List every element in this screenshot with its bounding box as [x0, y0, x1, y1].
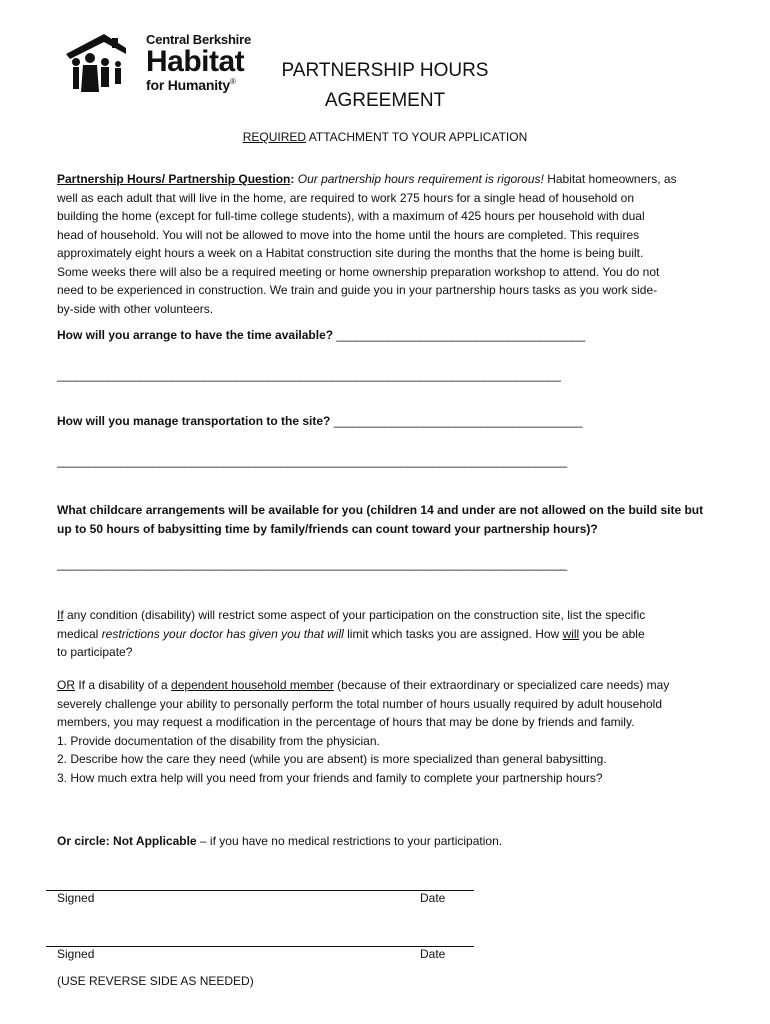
disability-line-1-rest: any condition (disability) will restrict some aspect of your participation on the construction site, list the specific: [63, 608, 646, 622]
dependent-line-1: [57, 676, 717, 695]
disability-line-1: [57, 606, 717, 625]
question-time: [57, 326, 717, 345]
list-item: 3. How much extra help will you need from your friends and family to complete your partnership hours?: [57, 770, 603, 785]
signature-line-2[interactable]: [46, 946, 474, 947]
subtitle-required: REQUIRED: [242, 130, 307, 144]
intro-line: Some weeks there will also be a required meeting or home ownership preparation workshop to attend. You do not: [57, 264, 660, 279]
answer-childcare-line[interactable]: ________________________________________________________________________________: [57, 557, 567, 571]
house-family-icon: [66, 34, 126, 92]
answer-transport-line-2[interactable]: ________________________________________________________________________________: [57, 454, 567, 468]
date-label-1: Date: [420, 891, 446, 905]
intro-line: well as each adult that will live in the home, are required to work 275 hours for a single head of household on: [57, 190, 635, 205]
question-childcare: [57, 501, 737, 538]
logo-line-1: Central Berkshire: [146, 32, 251, 47]
list-item: 2. Describe how the care they need (while you are absent) is more specialized than general babysitting.: [57, 752, 607, 766]
question-childcare-line-1: What childcare arrangements will be available for you (children 14 and under are not allowed on the build site but: [57, 503, 704, 517]
page-subtitle: [0, 130, 770, 144]
disability-line-2-b: limit which tasks you are assigned. How: [343, 626, 563, 641]
date-label-2: Date: [420, 947, 446, 961]
answer-time-blank[interactable]: _______________________________________: [336, 328, 586, 342]
question-time-text: How will you arrange to have the time available?: [57, 328, 337, 342]
disability-line-2-a: medical: [57, 626, 102, 641]
title-line-2: AGREEMENT: [324, 90, 446, 111]
intro-line: approximately eight hours a week on a Habitat construction site during the months that the home is being built.: [57, 246, 644, 260]
disability-line-3: to participate?: [57, 645, 133, 659]
not-applicable-bold: Or circle: Not Applicable: [57, 834, 197, 848]
not-applicable-rest: – if you have no medical restrictions to your participation.: [196, 834, 503, 848]
disability-line-2-italic: restrictions your doctor has given you that will: [101, 626, 344, 641]
reverse-side-note: (USE REVERSE SIDE AS NEEDED): [57, 974, 254, 988]
or-word: OR: [57, 678, 75, 692]
page-title: [270, 56, 500, 116]
intro-colon: :: [290, 172, 298, 186]
answer-time-line-2[interactable]: _______________________________________________________________________________: [57, 368, 561, 382]
intro-label: Partnership Hours/ Partnership Question: [57, 172, 291, 186]
will-word: will: [562, 626, 580, 641]
intro-line: head of household. You will not be allowed to move into the home until the hours are completed. This requires: [57, 227, 640, 242]
intro-line: need to be experienced in construction. We train and guide you in your partnership hours tasks as you work side-: [57, 283, 658, 297]
intro-line: by-side with other volunteers.: [57, 301, 214, 316]
registered-mark: ®: [229, 77, 236, 86]
list-item: 1. Provide documentation of the disability from the physician.: [57, 733, 380, 748]
if-word: If: [57, 608, 64, 622]
logo-line-3: [146, 78, 251, 92]
dependent-line-3: members, you may request a modification in the percentage of hours that may be done by friends and family.: [57, 715, 635, 729]
signature-line-1[interactable]: [46, 890, 474, 891]
logo-line-3-text: for Humanity: [146, 77, 230, 93]
intro-emphasis: Our partnership hours requirement is rigorous!: [297, 172, 544, 186]
answer-transport-blank[interactable]: _______________________________________: [333, 414, 583, 428]
not-applicable-line: [57, 832, 717, 851]
disability-paragraph: [57, 606, 717, 662]
logo-line-2: Habitat: [146, 45, 245, 78]
dependent-paragraph: [57, 676, 717, 787]
dependent-line-2: severely challenge your ability to personally perform the total number of hours usually required by adult household: [57, 696, 663, 711]
signed-label-2: Signed: [57, 947, 95, 961]
subtitle-rest: ATTACHMENT TO YOUR APPLICATION: [306, 130, 528, 144]
intro-line-1-rest: Habitat homeowners, as: [543, 172, 677, 186]
disability-line-2: [57, 625, 717, 644]
dependent-line-1-a: If a disability of a: [75, 678, 172, 692]
title-line-1: PARTNERSHIP HOURS: [281, 60, 489, 81]
signed-label-1: Signed: [57, 891, 95, 905]
intro-line-1: [57, 170, 717, 189]
question-transport: [57, 412, 717, 431]
question-childcare-line-2: up to 50 hours of babysitting time by family/friends can count toward your partnership hours)?: [57, 521, 598, 536]
dependent-line-1-b: (because of their extraordinary or specialized care needs) may: [333, 678, 670, 692]
dependent-member-term: dependent household member: [171, 678, 334, 692]
intro-paragraph: [57, 170, 717, 318]
question-transport-text: How will you manage transportation to the site?: [57, 414, 334, 428]
intro-line: building the home (except for full-time college students), with a maximum of 425 hours per household with dual: [57, 209, 645, 223]
logo-text: [146, 33, 251, 92]
disability-line-2-c: you be able: [579, 626, 645, 641]
